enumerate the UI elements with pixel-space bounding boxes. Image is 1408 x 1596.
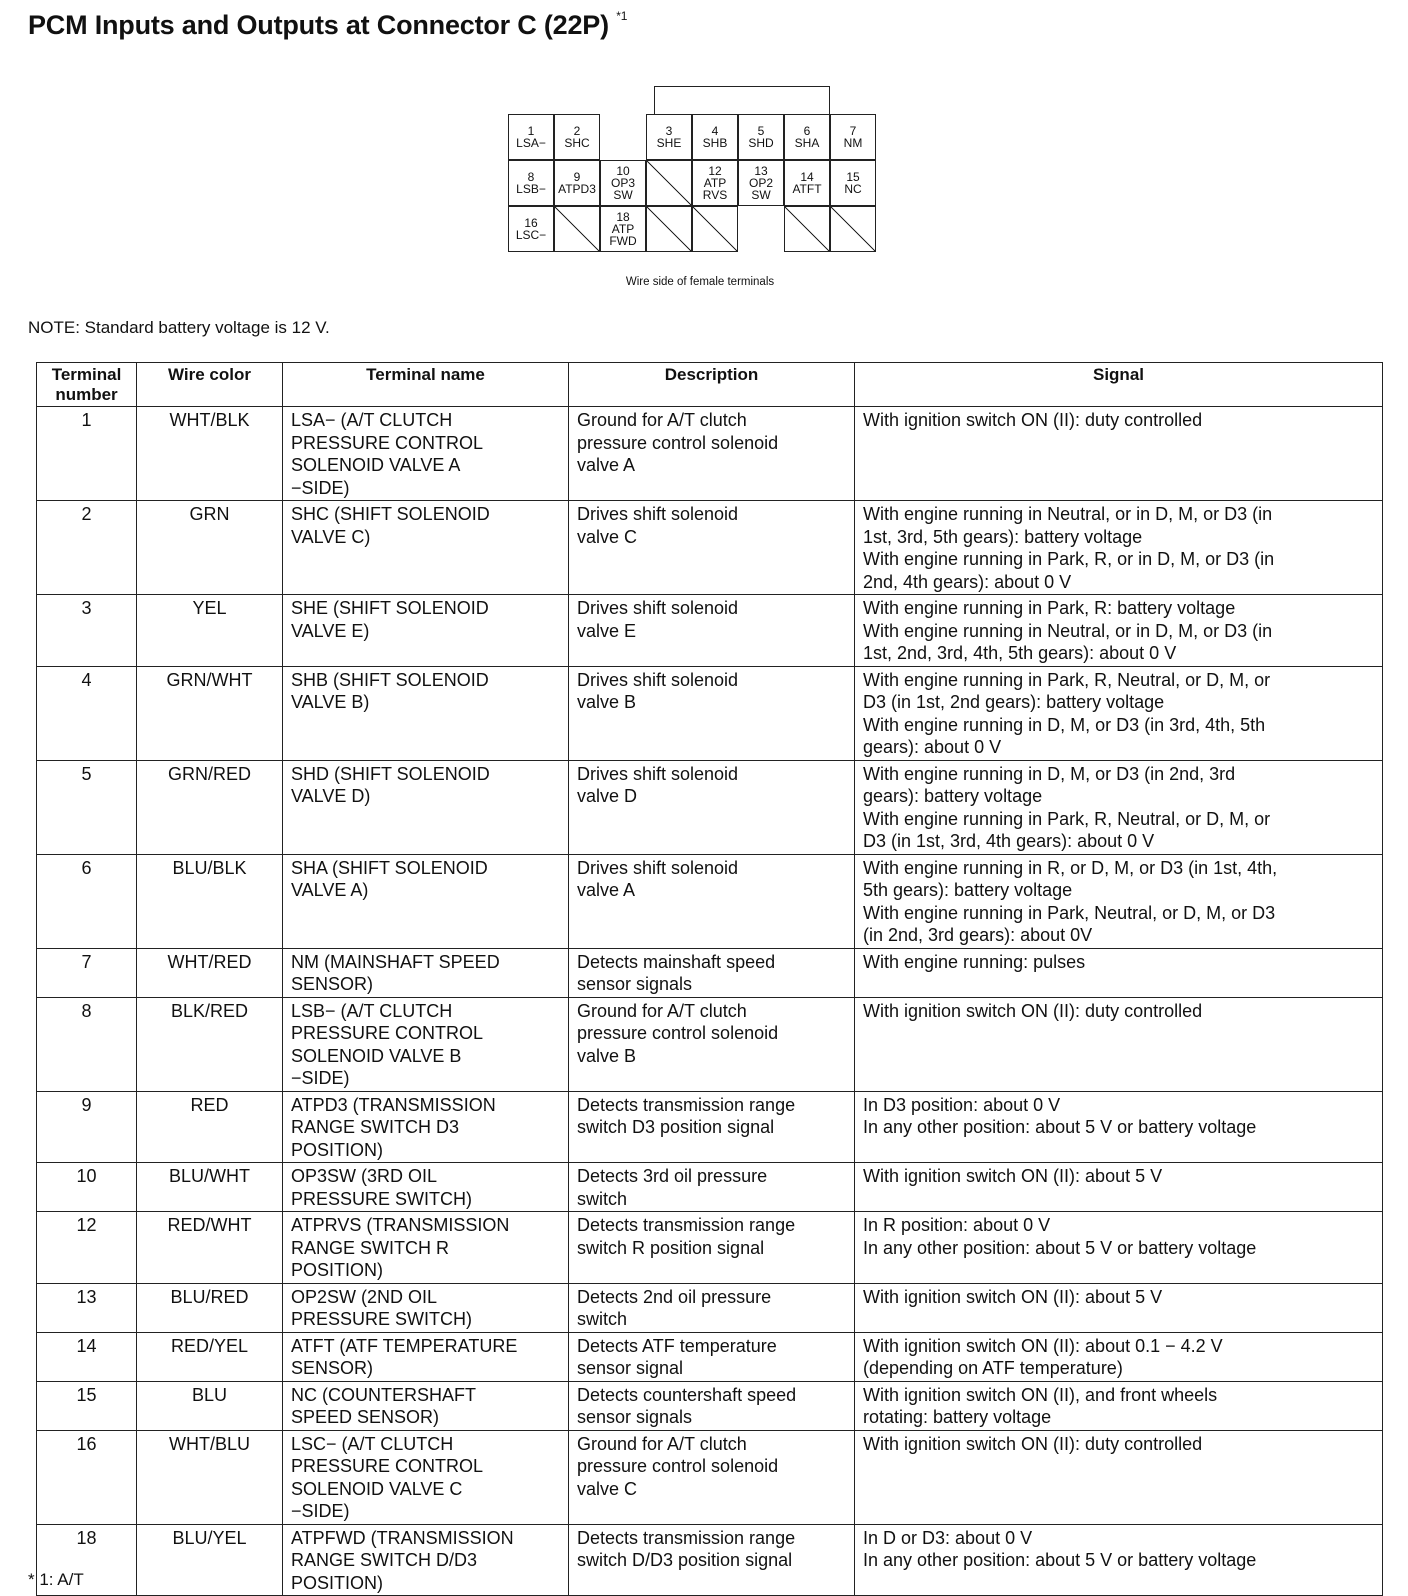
- terminal-number: 5: [757, 124, 765, 138]
- signal-cell: In D or D3: about 0 V In any other position: about 5 V or battery voltage: [855, 1524, 1383, 1596]
- signal-cell: With ignition switch ON (II), and front wheels rotating: battery voltage: [855, 1381, 1383, 1430]
- connector-terminal: [784, 160, 830, 206]
- terminal-number-cell: 18: [37, 1524, 137, 1596]
- signal-cell: With ignition switch ON (II): duty controlled: [855, 997, 1383, 1091]
- description-cell: Detects transmission range switch R position signal: [569, 1212, 855, 1284]
- terminal-number: 14: [800, 170, 814, 184]
- table-header-row: [37, 363, 1383, 407]
- terminal-number: 2: [573, 124, 581, 138]
- wire-color-cell: BLU/WHT: [137, 1163, 283, 1212]
- terminal-name-cell: OP3SW (3RD OIL PRESSURE SWITCH): [283, 1163, 569, 1212]
- wire-color-cell: RED: [137, 1091, 283, 1163]
- wire-color-cell: GRN/RED: [137, 760, 283, 854]
- signal-cell: With ignition switch ON (II): about 0.1 − 4.2 V (depending on ATF temperature): [855, 1332, 1383, 1381]
- note-text: NOTE: Standard battery voltage is 12 V.: [28, 318, 330, 337]
- table-row: [37, 1381, 1383, 1430]
- terminal-name-cell: SHC (SHIFT SOLENOID VALVE C): [283, 501, 569, 595]
- terminal-number-cell: 8: [37, 997, 137, 1091]
- table-row: [37, 1524, 1383, 1596]
- description-cell: Detects ATF temperature sensor signal: [569, 1332, 855, 1381]
- terminal-number-cell: 12: [37, 1212, 137, 1284]
- terminal-label: ATFT: [792, 182, 822, 196]
- connector-terminal: [508, 160, 554, 206]
- connector-terminal: [738, 114, 784, 160]
- terminal-label: SHA: [794, 136, 820, 150]
- terminal-label: SHD: [748, 136, 774, 150]
- footnote: * 1: A/T: [28, 1570, 84, 1589]
- page-title: [28, 10, 627, 41]
- connector-cavity-empty: [830, 206, 876, 252]
- terminal-number-cell: 9: [37, 1091, 137, 1163]
- terminal-number-cell: 16: [37, 1430, 137, 1524]
- signal-cell: With engine running in Neutral, or in D, M, or D3 (in 1st, 3rd, 5th gears): battery voltage With engine running in Park, R, or in D, M, or D3 (in 2nd, 4th gears): about 0 V: [855, 501, 1383, 595]
- table-row: [37, 1430, 1383, 1524]
- terminal-number: 16: [524, 216, 538, 230]
- header-terminal-number: Terminal number: [37, 363, 137, 407]
- wire-color-cell: BLK/RED: [137, 997, 283, 1091]
- description-cell: Drives shift solenoid valve E: [569, 595, 855, 667]
- table-row: [37, 666, 1383, 760]
- connector-terminal: [600, 160, 646, 206]
- connector-terminal: [600, 206, 646, 252]
- description-cell: Drives shift solenoid valve C: [569, 501, 855, 595]
- wire-color-cell: BLU/BLK: [137, 854, 283, 948]
- terminal-name-cell: LSA− (A/T CLUTCH PRESSURE CONTROL SOLENOID VALVE A −SIDE): [283, 407, 569, 501]
- connector-terminal: [738, 160, 784, 206]
- wire-color-cell: WHT/BLK: [137, 407, 283, 501]
- signal-cell: With engine running in R, or D, M, or D3 (in 1st, 4th, 5th gears): battery voltage With engine running in Park, Neutral, or D, M, or D3 (in 2nd, 3rd gears): about 0V: [855, 854, 1383, 948]
- title-text: PCM Inputs and Outputs at Connector C (22P): [28, 10, 609, 40]
- signal-cell: With engine running in Park, R, Neutral, or D, M, or D3 (in 1st, 2nd gears): battery voltage With engine running in D, M, or D3 (in 3rd, 4th, 5th gears): about 0 V: [855, 666, 1383, 760]
- table-row: [37, 854, 1383, 948]
- description-cell: Ground for A/T clutch pressure control solenoid valve C: [569, 1430, 855, 1524]
- connector-terminal: [692, 114, 738, 160]
- header-description: Description: [569, 363, 855, 407]
- connector-terminal: [646, 114, 692, 160]
- terminal-name-cell: SHA (SHIFT SOLENOID VALVE A): [283, 854, 569, 948]
- terminal-number-cell: 1: [37, 407, 137, 501]
- terminal-number-cell: 5: [37, 760, 137, 854]
- wire-color-cell: YEL: [137, 595, 283, 667]
- table-row: [37, 1283, 1383, 1332]
- terminal-number: 12: [708, 164, 722, 178]
- wire-color-cell: BLU/RED: [137, 1283, 283, 1332]
- terminal-label: SHE: [656, 136, 682, 150]
- terminal-name-cell: OP2SW (2ND OIL PRESSURE SWITCH): [283, 1283, 569, 1332]
- terminal-label: LSA−: [516, 136, 546, 150]
- terminal-label: SHC: [564, 136, 590, 150]
- terminal-number: 15: [846, 170, 860, 184]
- terminal-label: ATPD3: [558, 182, 596, 196]
- description-cell: Detects transmission range switch D3 position signal: [569, 1091, 855, 1163]
- wire-color-cell: BLU/YEL: [137, 1524, 283, 1596]
- connector-terminal: [508, 114, 554, 160]
- terminal-name-cell: LSC− (A/T CLUTCH PRESSURE CONTROL SOLENOID VALVE C −SIDE): [283, 1430, 569, 1524]
- wire-color-cell: RED/WHT: [137, 1212, 283, 1284]
- wire-color-cell: RED/YEL: [137, 1332, 283, 1381]
- terminal-number: 1: [527, 124, 535, 138]
- connector-terminal: [692, 160, 738, 206]
- terminal-number-cell: 15: [37, 1381, 137, 1430]
- terminal-number-cell: 13: [37, 1283, 137, 1332]
- connector-terminal: [508, 206, 554, 252]
- description-cell: Detects 3rd oil pressure switch: [569, 1163, 855, 1212]
- terminal-number: 9: [573, 170, 581, 184]
- connector-cavity-empty: [784, 206, 830, 252]
- terminal-number: 7: [849, 124, 857, 138]
- table-row: [37, 997, 1383, 1091]
- description-cell: Drives shift solenoid valve A: [569, 854, 855, 948]
- terminal-label: NC: [844, 182, 862, 196]
- description-cell: Detects mainshaft speed sensor signals: [569, 948, 855, 997]
- signal-cell: With engine running: pulses: [855, 948, 1383, 997]
- terminal-label: ATP FWD: [609, 222, 637, 248]
- signal-cell: With ignition switch ON (II): duty controlled: [855, 407, 1383, 501]
- terminal-name-cell: ATPFWD (TRANSMISSION RANGE SWITCH D/D3 POSITION): [283, 1524, 569, 1596]
- connector-cavity-empty: [554, 206, 600, 252]
- terminal-name-cell: NM (MAINSHAFT SPEED SENSOR): [283, 948, 569, 997]
- signal-cell: With engine running in Park, R: battery voltage With engine running in Neutral, or in D, M, or D3 (in 1st, 2nd, 3rd, 4th, 5th gears): about 0 V: [855, 595, 1383, 667]
- terminal-number: 13: [754, 164, 768, 178]
- connector-diagram: [508, 86, 892, 296]
- terminal-name-cell: ATFT (ATF TEMPERATURE SENSOR): [283, 1332, 569, 1381]
- signal-cell: With ignition switch ON (II): about 5 V: [855, 1283, 1383, 1332]
- terminal-label: SHB: [702, 136, 728, 150]
- connector-lock-tab: [654, 86, 830, 114]
- description-cell: Drives shift solenoid valve B: [569, 666, 855, 760]
- table-row: [37, 1091, 1383, 1163]
- table-row: [37, 948, 1383, 997]
- header-wire-color: Wire color: [137, 363, 283, 407]
- table-row: [37, 501, 1383, 595]
- connector-caption: Wire side of female terminals: [625, 276, 775, 288]
- table-row: [37, 595, 1383, 667]
- signal-cell: With ignition switch ON (II): duty controlled: [855, 1430, 1383, 1524]
- connector-terminal: [830, 114, 876, 160]
- description-cell: Detects 2nd oil pressure switch: [569, 1283, 855, 1332]
- terminal-label: ATP RVS: [702, 176, 728, 202]
- signal-cell: With ignition switch ON (II): about 5 V: [855, 1163, 1383, 1212]
- terminal-name-cell: NC (COUNTERSHAFT SPEED SENSOR): [283, 1381, 569, 1430]
- terminal-number-cell: 3: [37, 595, 137, 667]
- terminal-number: 3: [665, 124, 673, 138]
- table-row: [37, 1332, 1383, 1381]
- table-row: [37, 760, 1383, 854]
- signal-cell: In D3 position: about 0 V In any other position: about 5 V or battery voltage: [855, 1091, 1383, 1163]
- terminal-number: 8: [527, 170, 535, 184]
- connector-cavity-empty: [646, 160, 692, 206]
- terminal-label: OP2 SW: [748, 176, 773, 202]
- terminal-label: LSC−: [515, 228, 547, 242]
- description-cell: Ground for A/T clutch pressure control solenoid valve A: [569, 407, 855, 501]
- wire-color-cell: WHT/RED: [137, 948, 283, 997]
- terminal-number: 10: [616, 164, 630, 178]
- terminal-number-cell: 2: [37, 501, 137, 595]
- terminal-number: 18: [616, 210, 630, 224]
- terminal-number-cell: 7: [37, 948, 137, 997]
- header-signal: Signal: [855, 363, 1383, 407]
- wire-color-cell: WHT/BLU: [137, 1430, 283, 1524]
- connector-terminal: [784, 114, 830, 160]
- terminal-label: OP3 SW: [610, 176, 635, 202]
- terminal-name-cell: SHB (SHIFT SOLENOID VALVE B): [283, 666, 569, 760]
- terminal-name-cell: ATPRVS (TRANSMISSION RANGE SWITCH R POSITION): [283, 1212, 569, 1284]
- terminal-number: 4: [711, 124, 719, 138]
- description-cell: Detects transmission range switch D/D3 position signal: [569, 1524, 855, 1596]
- terminal-name-cell: ATPD3 (TRANSMISSION RANGE SWITCH D3 POSITION): [283, 1091, 569, 1163]
- connector-cavity-empty: [646, 206, 692, 252]
- wire-color-cell: GRN: [137, 501, 283, 595]
- connector-terminal: [554, 114, 600, 160]
- description-cell: Detects countershaft speed sensor signals: [569, 1381, 855, 1430]
- terminal-number-cell: 14: [37, 1332, 137, 1381]
- signal-cell: With engine running in D, M, or D3 (in 2nd, 3rd gears): battery voltage With engine running in Park, R, Neutral, or D, M, or D3 (in 1st, 3rd, 4th gears): about 0 V: [855, 760, 1383, 854]
- wire-color-cell: GRN/WHT: [137, 666, 283, 760]
- header-terminal-name: Terminal name: [283, 363, 569, 407]
- terminal-label: LSB−: [516, 182, 546, 196]
- table-row: [37, 407, 1383, 501]
- terminal-number-cell: 10: [37, 1163, 137, 1212]
- terminal-label: NM: [843, 136, 863, 150]
- wire-color-cell: BLU: [137, 1381, 283, 1430]
- terminal-number: 6: [803, 124, 811, 138]
- terminal-number-cell: 4: [37, 666, 137, 760]
- description-cell: Drives shift solenoid valve D: [569, 760, 855, 854]
- terminal-table: [36, 362, 1383, 1596]
- connector-cavity-empty: [692, 206, 738, 252]
- title-footnote-mark: *1: [616, 9, 628, 23]
- terminal-number-cell: 6: [37, 854, 137, 948]
- terminal-name-cell: SHE (SHIFT SOLENOID VALVE E): [283, 595, 569, 667]
- connector-terminal: [554, 160, 600, 206]
- connector-terminal: [830, 160, 876, 206]
- table-row: [37, 1163, 1383, 1212]
- description-cell: Ground for A/T clutch pressure control solenoid valve B: [569, 997, 855, 1091]
- terminal-name-cell: SHD (SHIFT SOLENOID VALVE D): [283, 760, 569, 854]
- terminal-name-cell: LSB− (A/T CLUTCH PRESSURE CONTROL SOLENOID VALVE B −SIDE): [283, 997, 569, 1091]
- table-row: [37, 1212, 1383, 1284]
- signal-cell: In R position: about 0 V In any other position: about 5 V or battery voltage: [855, 1212, 1383, 1284]
